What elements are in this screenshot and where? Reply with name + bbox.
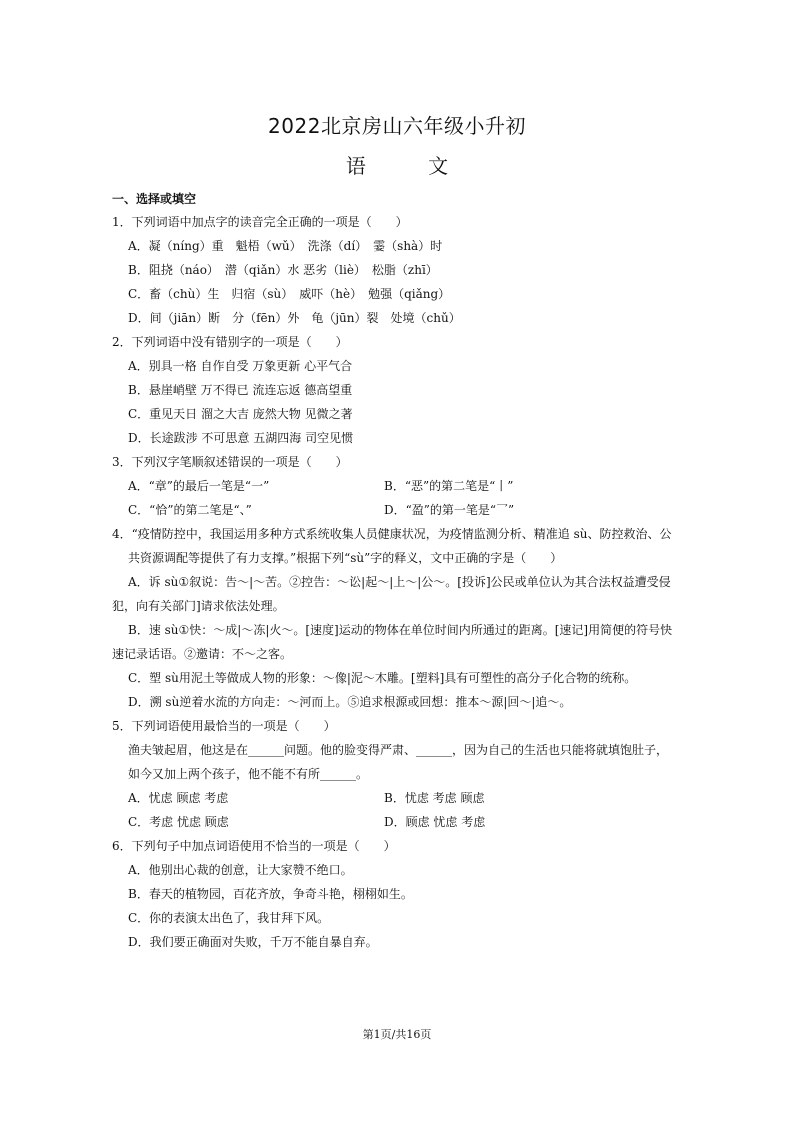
question-5-option-d: D．顾虑 忧虑 考虑 bbox=[384, 815, 486, 829]
question-5-options-row-1 bbox=[112, 786, 692, 810]
question-4-option-a-line-1: A．诉 sù①叙说：告～|～苦。②控告：～讼|起～|上～|公～。[投诉]公民或单位认为其合法权益遭受侵 bbox=[128, 575, 671, 589]
page-number: 第1页/共16页 bbox=[362, 1028, 432, 1041]
question-4-option-b-line-2: 速记录话语。②邀请：不～之客。 bbox=[112, 647, 293, 661]
exam-title: 2022北京房山六年级小升初 bbox=[268, 114, 526, 138]
question-1-option-b: B．阻挠（náo） 潜（qiǎn）水 恶劣（liè） 松脂（zhī） bbox=[128, 263, 438, 277]
question-6-stem: 6．下列句子中加点词语使用不恰当的一项是（ ） bbox=[112, 839, 396, 853]
question-1-stem: 1．下列词语中加点字的读音完全正确的一项是（ ） bbox=[112, 215, 408, 229]
question-5-options-row-2 bbox=[112, 810, 692, 834]
question-4-stem-line-2: 共资源调配等提供了有力支撑。”根据下列“sù”字的释义，文中正确的字是（ ） bbox=[128, 551, 563, 565]
question-5-option-a: A．忧虑 顾虑 考虑 bbox=[128, 791, 229, 805]
question-4-stem-line-1: 4．“疫情防控中，我国运用多种方式系统收集人员健康状况，为疫情监测分析、精准追 sù、防控救治、公 bbox=[112, 527, 672, 541]
question-3-stem: 3．下列汉字笔顺叙述错误的一项是（ ） bbox=[112, 455, 348, 469]
question-4-option-d: D．溯 sù逆着水流的方向走：～河而上。⑤追求根源或回想：推本～源|回～|追～。 bbox=[128, 695, 572, 709]
question-5-option-c: C．考虑 忧虑 顾虑 bbox=[128, 815, 229, 829]
question-5-passage-line-1: 渔夫皱起眉，他这是在______问题。他的脸变得严肃、______，因为自己的生活也只能将就填饱肚子， bbox=[128, 743, 669, 757]
question-5-option-b: B．忧虑 考虑 顾虑 bbox=[384, 791, 485, 805]
question-3-option-d: D．“盈”的第一笔是“乛” bbox=[384, 503, 515, 517]
question-4-option-a-line-2: 犯，向有关部门]请求依法处理。 bbox=[112, 599, 285, 613]
question-2-stem: 2．下列词语中没有错别字的一项是（ ） bbox=[112, 335, 348, 349]
question-list bbox=[112, 210, 692, 954]
question-2-option-b: B．悬崖峭壁 万不得已 流连忘返 德高望重 bbox=[128, 383, 353, 397]
section-heading: 一、选择或填空 bbox=[112, 192, 197, 206]
question-5-passage-line-2: 如今又加上两个孩子，他不能不有所______。 bbox=[128, 767, 369, 781]
question-3-option-c: C．“恰”的第二笔是“、” bbox=[128, 503, 252, 517]
question-6-option-b: B．春天的植物园，百花齐放，争奇斗艳，栩栩如生。 bbox=[128, 887, 413, 901]
question-3-option-b: B．“恶”的第二笔是“丨” bbox=[384, 479, 514, 493]
question-1-option-d: D．间（jiān）断 分（fēn）外 龟（jūn）裂 处境（chǔ） bbox=[128, 311, 461, 325]
question-6-option-a: A．他别出心裁的创意，让大家赞不绝口。 bbox=[128, 863, 353, 877]
question-2-option-c: C．重见天日 溜之大吉 庞然大物 见微之著 bbox=[128, 407, 353, 421]
question-3-options-row-2 bbox=[112, 498, 692, 522]
question-4-option-c: C．塑 sù用泥土等做成人物的形象：～像|泥～木雕。[塑料]具有可塑性的高分子化合物的统称。 bbox=[128, 671, 637, 685]
question-1-option-a: A．凝（níng）重 魁梧（wǔ） 洗涤（dí） 霎（shà）时 bbox=[128, 239, 443, 253]
question-4-option-b-line-1: B．速 sù①快：～成|～冻|火～。[速度]运动的物体在单位时间内所通过的距离。[速记]用简便的符号快 bbox=[128, 623, 673, 637]
question-6-option-d: D．我们要正确面对失败，千万不能自暴自弃。 bbox=[128, 935, 378, 949]
question-2-option-d: D．长途跋涉 不可思意 五湖四海 司空见惯 bbox=[128, 431, 354, 445]
question-6-option-c: C．你的表演太出色了，我甘拜下风。 bbox=[128, 911, 330, 925]
subject-title: 语 文 bbox=[345, 154, 477, 178]
question-2-option-a: A．别具一格 自作自受 万象更新 心平气合 bbox=[128, 359, 353, 373]
question-3-options-row-1 bbox=[112, 474, 692, 498]
question-1-option-c: C．畜（chù）生 归宿（sù） 威吓（hè） 勉强（qiǎng） bbox=[128, 287, 451, 301]
question-5-stem: 5．下列词语使用最恰当的一项是（ ） bbox=[112, 719, 336, 733]
question-3-option-a: A．“章”的最后一笔是“一” bbox=[128, 479, 270, 493]
